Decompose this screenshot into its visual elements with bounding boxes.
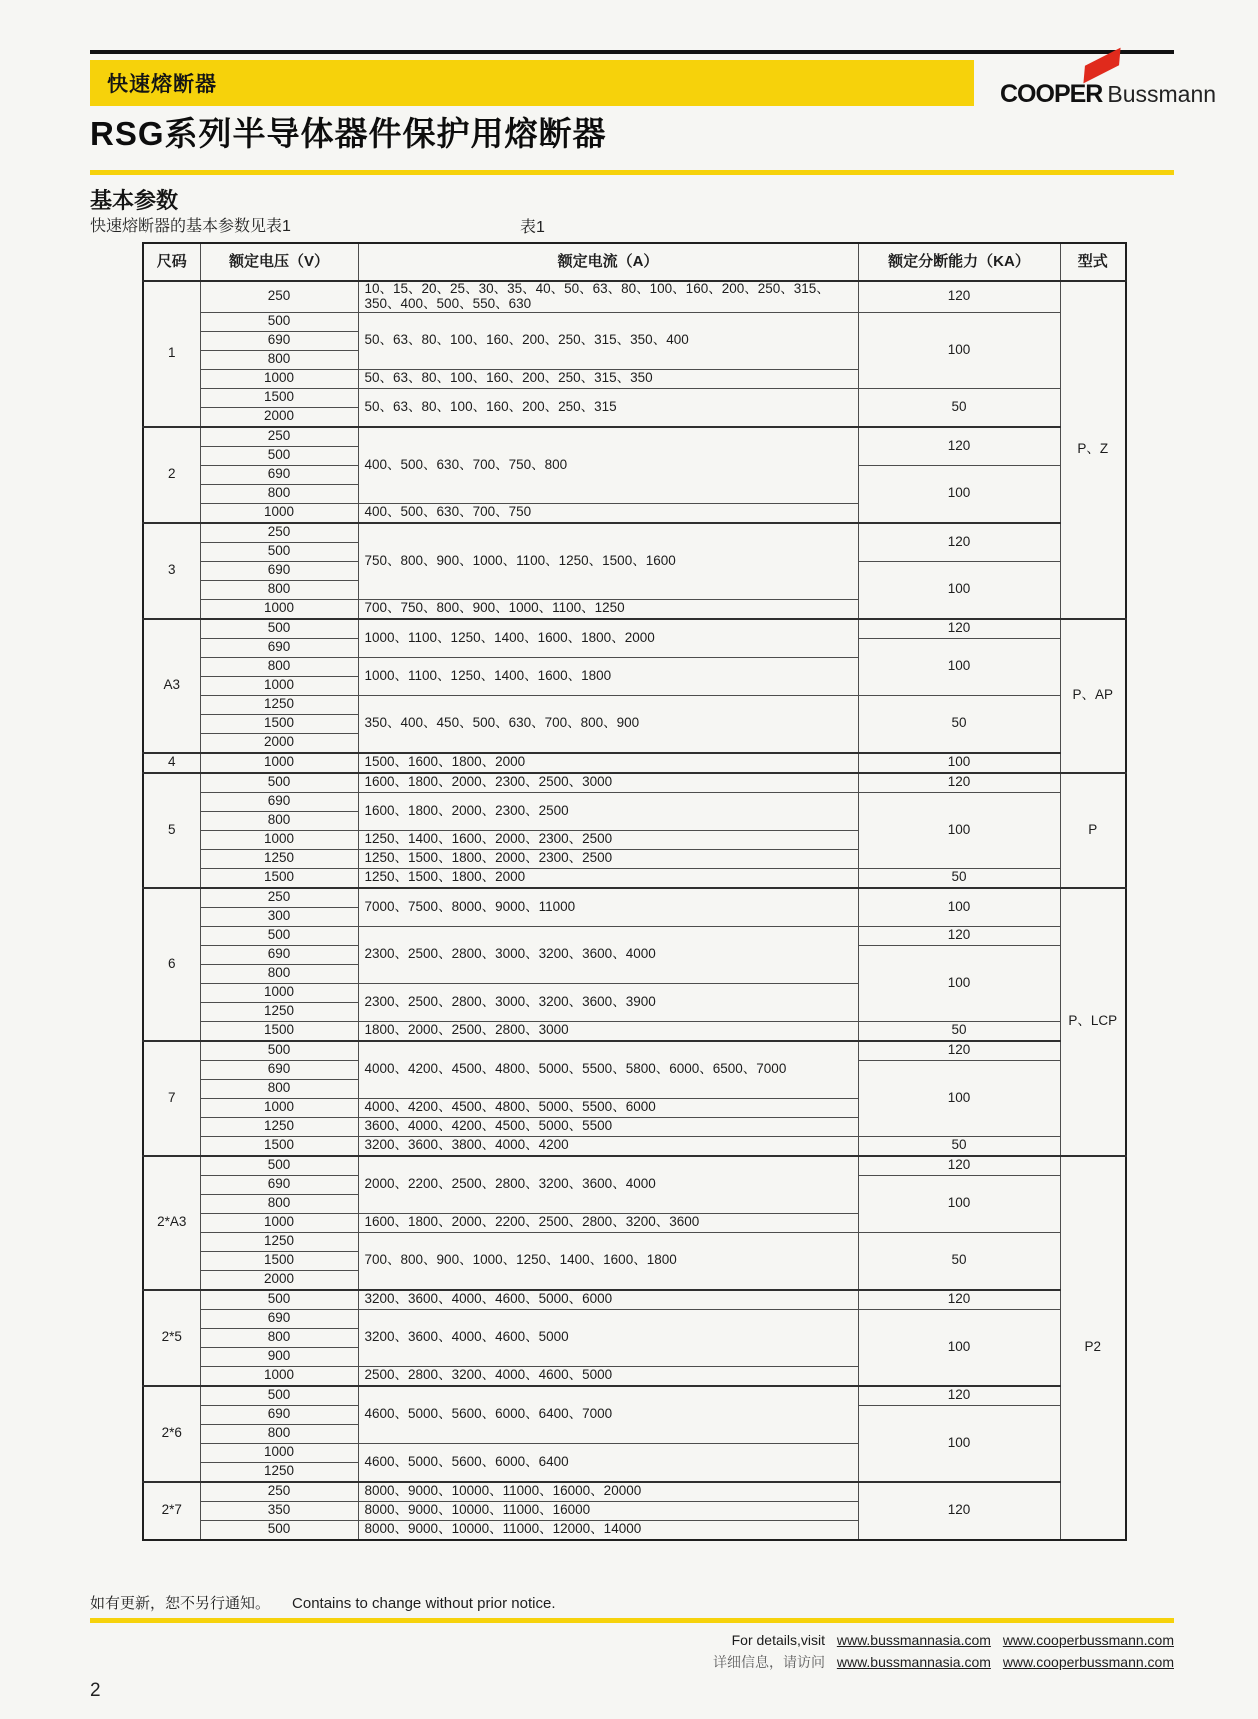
voltage-cell: 800: [200, 964, 358, 983]
footer-details-zh: 详细信息，请访问: [712, 1653, 825, 1670]
voltage-cell: 300: [200, 907, 358, 926]
size-cell: 2*6: [143, 1386, 200, 1482]
breaking-capacity-cell: 100: [858, 1175, 1060, 1232]
size-cell: 3: [143, 523, 200, 619]
voltage-cell: 1250: [200, 1117, 358, 1136]
table-row: [143, 1021, 1126, 1041]
table-row: [143, 753, 1126, 773]
breaking-capacity-cell: 100: [858, 945, 1060, 1021]
table-row: [143, 1041, 1126, 1061]
breaking-capacity-cell: 50: [858, 388, 1060, 427]
breaking-capacity-cell: 120: [858, 1386, 1060, 1406]
voltage-cell: 2000: [200, 407, 358, 427]
current-cell: 1250、1400、1600、2000、2300、2500: [358, 830, 858, 849]
voltage-cell: 350: [200, 1501, 358, 1520]
voltage-cell: 800: [200, 1424, 358, 1443]
breaking-capacity-cell: 100: [858, 888, 1060, 927]
voltage-cell: 800: [200, 1079, 358, 1098]
voltage-cell: 1250: [200, 695, 358, 714]
logo-cooper: COOPER: [1000, 80, 1103, 108]
breaking-capacity-cell: 120: [858, 281, 1060, 312]
current-cell: 1600、1800、2000、2300、2500: [358, 792, 858, 830]
cooperbussmann-link-zh[interactable]: www.cooperbussmann.com: [1002, 1653, 1174, 1670]
voltage-cell: 2000: [200, 1270, 358, 1290]
voltage-cell: 250: [200, 427, 358, 447]
voltage-cell: 1500: [200, 1136, 358, 1156]
table-row: [143, 773, 1126, 793]
current-cell: 10、15、20、25、30、35、40、50、63、80、100、160、200、250、315、350、400、500、550、630: [358, 281, 858, 312]
voltage-cell: 1500: [200, 388, 358, 407]
breaking-capacity-cell: 50: [858, 695, 1060, 753]
current-cell: 2300、2500、2800、3000、3200、3600、3900: [358, 983, 858, 1021]
voltage-cell: 500: [200, 619, 358, 639]
current-cell: 50、63、80、100、160、200、250、315: [358, 388, 858, 427]
table-row: [143, 1290, 1126, 1310]
table-row: [143, 695, 1126, 714]
breaking-capacity-cell: 100: [858, 561, 1060, 619]
voltage-cell: 690: [200, 638, 358, 657]
top-black-rule: [90, 50, 1174, 54]
current-cell: 7000、7500、8000、9000、11000: [358, 888, 858, 927]
voltage-cell: 1500: [200, 868, 358, 888]
size-cell: 1: [143, 281, 200, 427]
breaking-capacity-cell: 120: [858, 523, 1060, 562]
voltage-cell: 1000: [200, 1366, 358, 1386]
breaking-capacity-cell: 120: [858, 1290, 1060, 1310]
voltage-cell: 1000: [200, 1213, 358, 1232]
table-row: [143, 792, 1126, 811]
current-cell: 1250、1500、1800、2000: [358, 868, 858, 888]
table-row: [143, 1136, 1126, 1156]
voltage-cell: 1250: [200, 1002, 358, 1021]
voltage-cell: 800: [200, 580, 358, 599]
voltage-cell: 800: [200, 657, 358, 676]
voltage-cell: 800: [200, 350, 358, 369]
voltage-cell: 690: [200, 331, 358, 350]
logo-text: [1000, 80, 1216, 109]
voltage-cell: 1250: [200, 1232, 358, 1251]
voltage-cell: 1000: [200, 676, 358, 695]
current-cell: 8000、9000、10000、11000、16000: [358, 1501, 858, 1520]
current-cell: 4600、5000、5600、6000、6400、7000: [358, 1386, 858, 1444]
voltage-cell: 500: [200, 1290, 358, 1310]
voltage-cell: 690: [200, 561, 358, 580]
current-cell: 8000、9000、10000、11000、16000、20000: [358, 1482, 858, 1502]
voltage-cell: 1000: [200, 753, 358, 773]
voltage-cell: 690: [200, 1309, 358, 1328]
table-row: [143, 868, 1126, 888]
footer-yellow-rule: [90, 1618, 1174, 1623]
current-cell: 1500、1600、1800、2000: [358, 753, 858, 773]
current-cell: 4000、4200、4500、4800、5000、5500、5800、6000、6500、7000: [358, 1041, 858, 1099]
table-row: [143, 1482, 1126, 1502]
category-band: [90, 60, 974, 106]
breaking-capacity-cell: 100: [858, 1060, 1060, 1136]
footer-links: [713, 1630, 1174, 1673]
size-cell: 5: [143, 773, 200, 888]
footer-links-en: [713, 1630, 1174, 1652]
current-cell: 400、500、630、700、750: [358, 503, 858, 523]
current-cell: 1250、1500、1800、2000、2300、2500: [358, 849, 858, 868]
voltage-cell: 1000: [200, 369, 358, 388]
current-cell: 1000、1100、1250、1400、1600、1800、2000: [358, 619, 858, 658]
voltage-cell: 800: [200, 1328, 358, 1347]
voltage-cell: 690: [200, 945, 358, 964]
type-cell: P、Z: [1060, 281, 1126, 619]
current-cell: 750、800、900、1000、1100、1250、1500、1600: [358, 523, 858, 600]
breaking-capacity-cell: 120: [858, 1156, 1060, 1176]
category-label: 快速熔断器: [107, 73, 217, 96]
breaking-capacity-cell: 120: [858, 619, 1060, 639]
section-note: 快速熔断器的基本参数见表1: [90, 218, 291, 235]
breaking-capacity-cell: 120: [858, 1482, 1060, 1540]
voltage-cell: 800: [200, 811, 358, 830]
voltage-cell: 1000: [200, 983, 358, 1002]
header-breaking-capacity: 额定分断能力（KA）: [858, 243, 1060, 281]
table-row: [143, 926, 1126, 945]
section-heading: 基本参数: [90, 188, 179, 213]
voltage-cell: 1000: [200, 1443, 358, 1462]
title-underline-rule: [90, 170, 1174, 175]
breaking-capacity-cell: 50: [858, 1136, 1060, 1156]
voltage-cell: 250: [200, 281, 358, 312]
voltage-cell: 500: [200, 1156, 358, 1176]
voltage-cell: 500: [200, 312, 358, 331]
voltage-cell: 250: [200, 1482, 358, 1502]
table-row: [143, 1232, 1126, 1251]
breaking-capacity-cell: 100: [858, 792, 1060, 868]
voltage-cell: 1500: [200, 714, 358, 733]
current-cell: 1600、1800、2000、2300、2500、3000: [358, 773, 858, 793]
voltage-cell: 500: [200, 773, 358, 793]
voltage-cell: 500: [200, 926, 358, 945]
current-cell: 2500、2800、3200、4000、4600、5000: [358, 1366, 858, 1386]
voltage-cell: 900: [200, 1347, 358, 1366]
footer-details-en: For details,visit: [731, 1632, 825, 1648]
cooperbussmann-link[interactable]: www.cooperbussmann.com: [1002, 1632, 1174, 1648]
current-cell: 8000、9000、10000、11000、12000、14000: [358, 1520, 858, 1540]
fuse-parameters-table: [142, 242, 1127, 1541]
breaking-capacity-cell: 100: [858, 753, 1060, 773]
voltage-cell: 690: [200, 1175, 358, 1194]
size-cell: 4: [143, 753, 200, 773]
voltage-cell: 1000: [200, 599, 358, 619]
table-row: [143, 888, 1126, 908]
current-cell: 2000、2200、2500、2800、3200、3600、4000: [358, 1156, 858, 1214]
current-cell: 50、63、80、100、160、200、250、315、350、400: [358, 312, 858, 369]
type-cell: P、LCP: [1060, 888, 1126, 1156]
voltage-cell: 1250: [200, 849, 358, 868]
breaking-capacity-cell: 120: [858, 926, 1060, 945]
current-cell: 4600、5000、5600、6000、6400: [358, 1443, 858, 1482]
voltage-cell: 800: [200, 484, 358, 503]
voltage-cell: 690: [200, 465, 358, 484]
breaking-capacity-cell: 120: [858, 427, 1060, 466]
current-cell: 3200、3600、3800、4000、4200: [358, 1136, 858, 1156]
size-cell: 2*5: [143, 1290, 200, 1386]
voltage-cell: 690: [200, 792, 358, 811]
current-cell: 3200、3600、4000、4600、5000: [358, 1309, 858, 1366]
current-cell: 400、500、630、700、750、800: [358, 427, 858, 504]
size-cell: 2*A3: [143, 1156, 200, 1290]
current-cell: 1600、1800、2000、2200、2500、2800、3200、3600: [358, 1213, 858, 1232]
size-cell: 2: [143, 427, 200, 523]
fuse-table-body: [143, 281, 1126, 1540]
footer-links-zh: [713, 1652, 1174, 1674]
current-cell: 3200、3600、4000、4600、5000、6000: [358, 1290, 858, 1310]
page-number: 2: [90, 1680, 101, 1701]
current-cell: 2300、2500、2800、3000、3200、3600、4000: [358, 926, 858, 983]
breaking-capacity-cell: 50: [858, 1232, 1060, 1290]
voltage-cell: 250: [200, 888, 358, 908]
current-cell: 4000、4200、4500、4800、5000、5500、6000: [358, 1098, 858, 1117]
table-caption: 表1: [520, 219, 545, 236]
change-notice-zh: 如有更新，恕不另行通知。: [90, 1595, 271, 1612]
breaking-capacity-cell: 100: [858, 465, 1060, 523]
size-cell: 6: [143, 888, 200, 1041]
voltage-cell: 1500: [200, 1021, 358, 1041]
table-row: [143, 281, 1126, 312]
voltage-cell: 690: [200, 1405, 358, 1424]
voltage-cell: 690: [200, 1060, 358, 1079]
breaking-capacity-cell: 100: [858, 1309, 1060, 1386]
current-cell: 50、63、80、100、160、200、250、315、350: [358, 369, 858, 388]
size-cell: 7: [143, 1041, 200, 1156]
current-cell: 700、800、900、1000、1250、1400、1600、1800: [358, 1232, 858, 1290]
size-cell: A3: [143, 619, 200, 753]
breaking-capacity-cell: 50: [858, 1021, 1060, 1041]
current-cell: 1000、1100、1250、1400、1600、1800: [358, 657, 858, 695]
voltage-cell: 500: [200, 1520, 358, 1540]
voltage-cell: 1000: [200, 1098, 358, 1117]
voltage-cell: 500: [200, 1041, 358, 1061]
table-row: [143, 1386, 1126, 1406]
table-row: [143, 1309, 1126, 1328]
type-cell: P2: [1060, 1156, 1126, 1540]
voltage-cell: 250: [200, 523, 358, 543]
table-row: [143, 619, 1126, 639]
voltage-cell: 1000: [200, 503, 358, 523]
breaking-capacity-cell: 50: [858, 868, 1060, 888]
breaking-capacity-cell: 100: [858, 638, 1060, 695]
type-cell: P、AP: [1060, 619, 1126, 773]
page-title: RSG系列半导体器件保护用熔断器: [90, 115, 607, 152]
bussmannasia-link-zh[interactable]: www.bussmannasia.com: [836, 1653, 991, 1670]
breaking-capacity-cell: 100: [858, 1405, 1060, 1482]
size-cell: 2*7: [143, 1482, 200, 1540]
current-cell: 1800、2000、2500、2800、3000: [358, 1021, 858, 1041]
table-row: [143, 427, 1126, 447]
breaking-capacity-cell: 120: [858, 1041, 1060, 1061]
header-type: 型式: [1060, 243, 1126, 281]
voltage-cell: 1250: [200, 1462, 358, 1482]
type-cell: P: [1060, 773, 1126, 888]
current-cell: 700、750、800、900、1000、1100、1250: [358, 599, 858, 619]
table-row: [143, 388, 1126, 407]
header-size: 尺码: [143, 243, 200, 281]
table-row: [143, 1156, 1126, 1176]
breaking-capacity-cell: 120: [858, 773, 1060, 793]
change-notice: [90, 1592, 556, 1613]
current-cell: 350、400、450、500、630、700、800、900: [358, 695, 858, 753]
table-row: [143, 523, 1126, 543]
breaking-capacity-cell: 100: [858, 312, 1060, 388]
voltage-cell: 800: [200, 1194, 358, 1213]
cooper-bussmann-logo: [1000, 58, 1217, 108]
current-cell: 3600、4000、4200、4500、5000、5500: [358, 1117, 858, 1136]
bussmannasia-link[interactable]: www.bussmannasia.com: [836, 1632, 991, 1648]
voltage-cell: 1000: [200, 830, 358, 849]
voltage-cell: 500: [200, 1386, 358, 1406]
header-rated-voltage: 额定电压（V）: [200, 243, 358, 281]
voltage-cell: 500: [200, 446, 358, 465]
table-header-row: [143, 243, 1126, 281]
change-notice-en: Contains to change without prior notice.: [292, 1595, 556, 1612]
voltage-cell: 500: [200, 542, 358, 561]
voltage-cell: 1500: [200, 1251, 358, 1270]
logo-bussmann: Bussmann: [1107, 81, 1217, 107]
table-row: [143, 312, 1126, 331]
header-rated-current: 额定电流（A）: [358, 243, 858, 281]
voltage-cell: 2000: [200, 733, 358, 753]
